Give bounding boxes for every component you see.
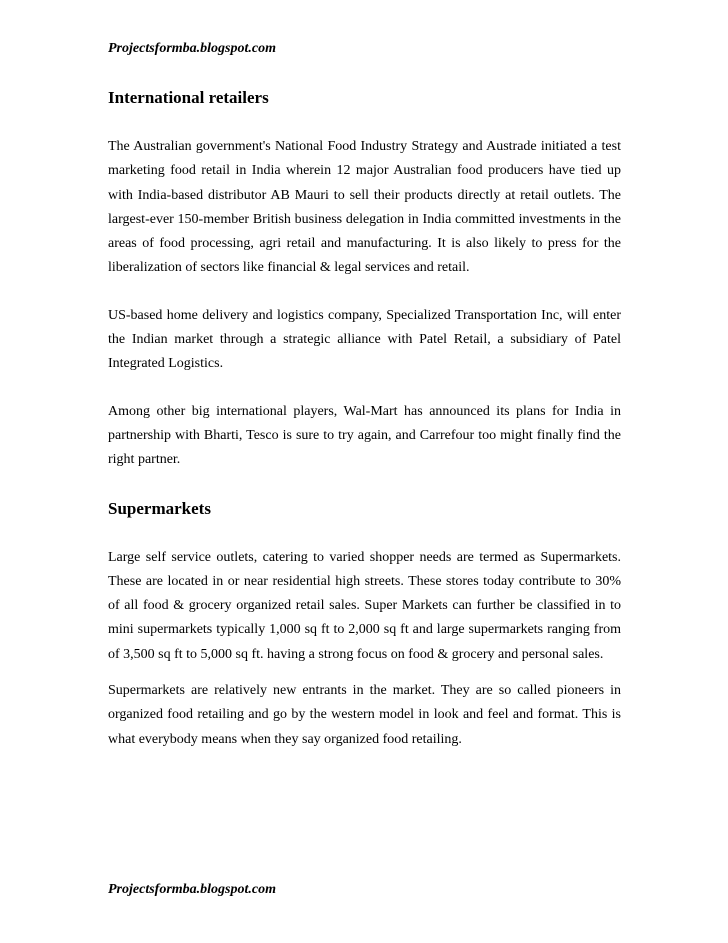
paragraph-specialized-transportation: US-based home delivery and logistics company, Specialized Transportation Inc, will enter the Indian market through a strategic alliance with Patel Retail, a subsidiary of Patel Integrated Logistics. bbox=[108, 307, 621, 372]
page-header-site: Projectsformba.blogspot.com bbox=[108, 41, 276, 56]
paragraph-australian-strategy: The Australian government's National Food Industry Strategy and Austrade initiated a test marketing food retail in India wherein 12 major Australian food producers have tied up with India-based distributor AB Mauri to sell their products directly at retail outlets. The largest-ever 150-member British business delegation in India committed investments in the areas of food processing, agri retail and manufacturing. It is also likely to press for the liberalization of sectors like financial & legal services and retail. bbox=[108, 139, 621, 276]
page-footer-site: Projectsformba.blogspot.com bbox=[108, 882, 276, 897]
paragraph-supermarket-definition: Large self service outlets, catering to varied shopper needs are termed as Supermarkets. These are located in or near residential high streets. These stores today contribute to 30% of all food & grocery organized retail sales. Super Markets can further be classified in to mini supermarkets typically 1,000 sq ft to 2,000 sq ft and large supermarkets ranging from of 3,500 sq ft to 5,000 sq ft. having a strong focus on food & grocery and personal sales. bbox=[108, 549, 621, 662]
heading-supermarkets: Supermarkets bbox=[108, 498, 211, 518]
heading-international-retailers: International retailers bbox=[108, 88, 269, 107]
paragraph-international-players: Among other big international players, Wal-Mart has announced its plans for India in partnership with Bharti, Tesco is sure to try again, and Carrefour too might finally find the right partner. bbox=[108, 403, 621, 468]
page-content bbox=[108, 86, 621, 752]
paragraph-supermarket-pioneers: Supermarkets are relatively new entrants in the market. They are so called pioneers in organized food retailing and go by the western model in look and feel and format. This is what everybody means when they say organized food retailing. bbox=[108, 683, 621, 747]
